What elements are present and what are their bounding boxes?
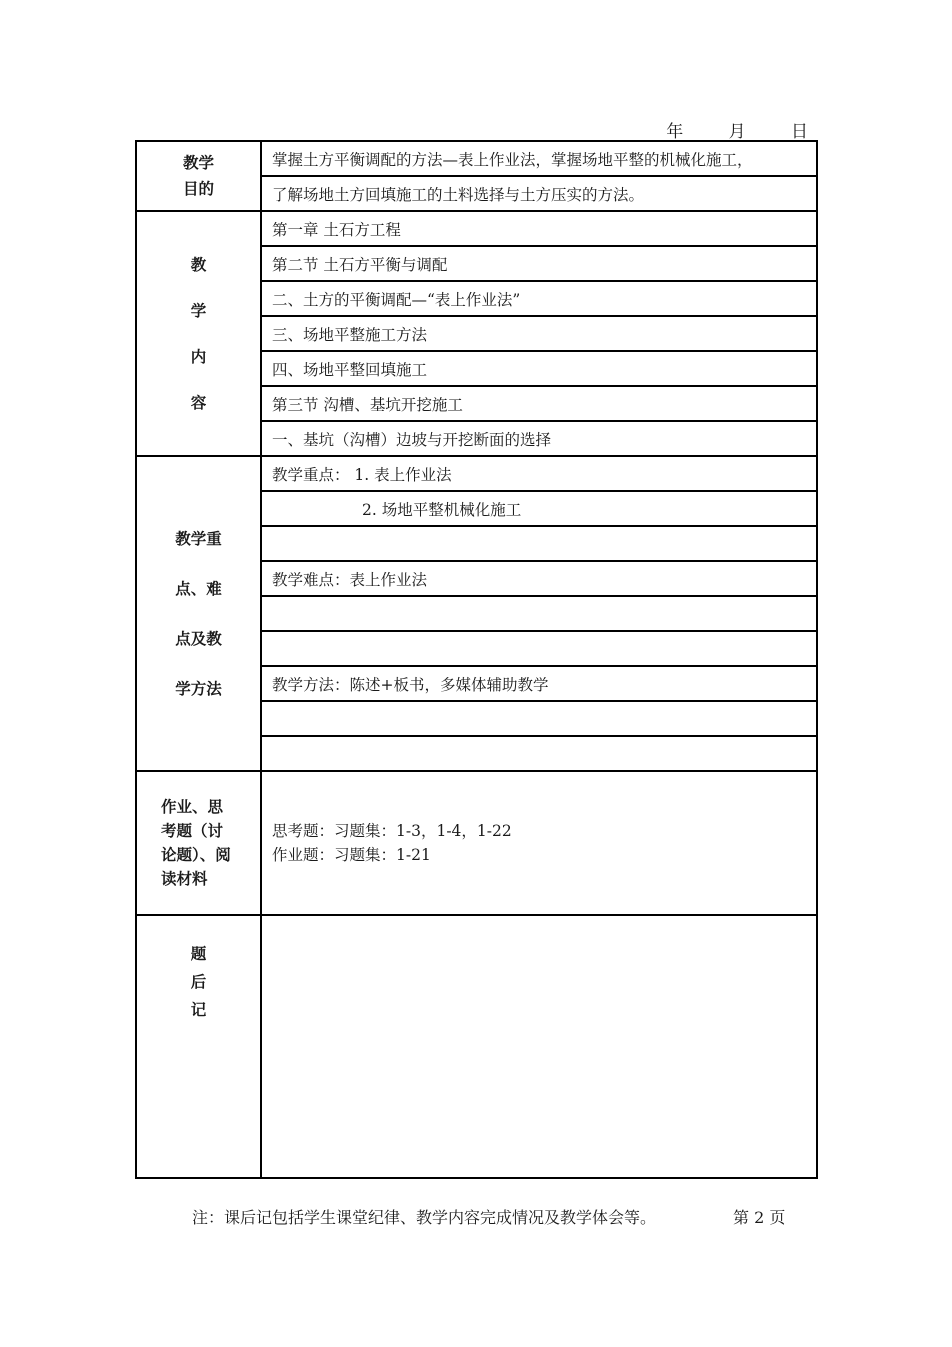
content-line: 第三节 沟槽、基坑开挖施工: [261, 386, 817, 421]
keypoints-line: 2. 场地平整机械化施工: [261, 491, 817, 526]
objectives-label: 教学 目的: [136, 141, 261, 211]
lesson-plan-table: [135, 140, 818, 1179]
content-label: 教 学 内 容: [136, 211, 261, 456]
afterclass-label: 题 后 记: [136, 915, 261, 1178]
content-line: 第二节 土石方平衡与调配: [261, 246, 817, 281]
year-label: 年: [666, 122, 684, 142]
keypoints-line: 教学方法：陈述+板书，多媒体辅助教学: [261, 666, 817, 701]
afterclass-content: [261, 915, 817, 1178]
thinking-questions: 思考题：习题集：1-3，1-4，1-22: [272, 822, 512, 840]
homework-label: 作业、思 考题（讨 论题）、阅 读材料: [136, 771, 261, 915]
date-line: [626, 117, 808, 142]
keypoints-line: [261, 596, 817, 631]
page-number: 第 2 页: [733, 1208, 786, 1227]
keypoints-label: 教学重 点、难 点及教 学方法: [136, 456, 261, 771]
content-line: 一、基坑（沟槽）边坡与开挖断面的选择: [261, 421, 817, 456]
keypoints-line: [261, 526, 817, 561]
month-label: 月: [728, 122, 746, 142]
keypoints-line: [261, 736, 817, 771]
content-line: 四、场地平整回填施工: [261, 351, 817, 386]
objectives-line: 了解场地土方回填施工的土料选择与土方压实的方法。: [261, 176, 817, 211]
footer-note: 注：课后记包括学生课堂纪律、教学内容完成情况及教学体会等。: [192, 1208, 657, 1227]
content-line: 第一章 土石方工程: [261, 211, 817, 246]
day-label: 日: [791, 122, 808, 142]
homework-content: [261, 771, 817, 915]
content-line: 二、土方的平衡调配—“表上作业法”: [261, 281, 817, 316]
keypoints-line: 教学难点：表上作业法: [261, 561, 817, 596]
keypoints-line: [261, 631, 817, 666]
assignment-questions: 作业题：习题集：1-21: [272, 846, 431, 864]
keypoints-line: 教学重点： 1. 表上作业法: [261, 456, 817, 491]
objectives-line: 掌握土方平衡调配的方法—表上作业法，掌握场地平整的机械化施工，: [261, 141, 817, 176]
keypoints-line: [261, 701, 817, 736]
content-line: 三、场地平整施工方法: [261, 316, 817, 351]
